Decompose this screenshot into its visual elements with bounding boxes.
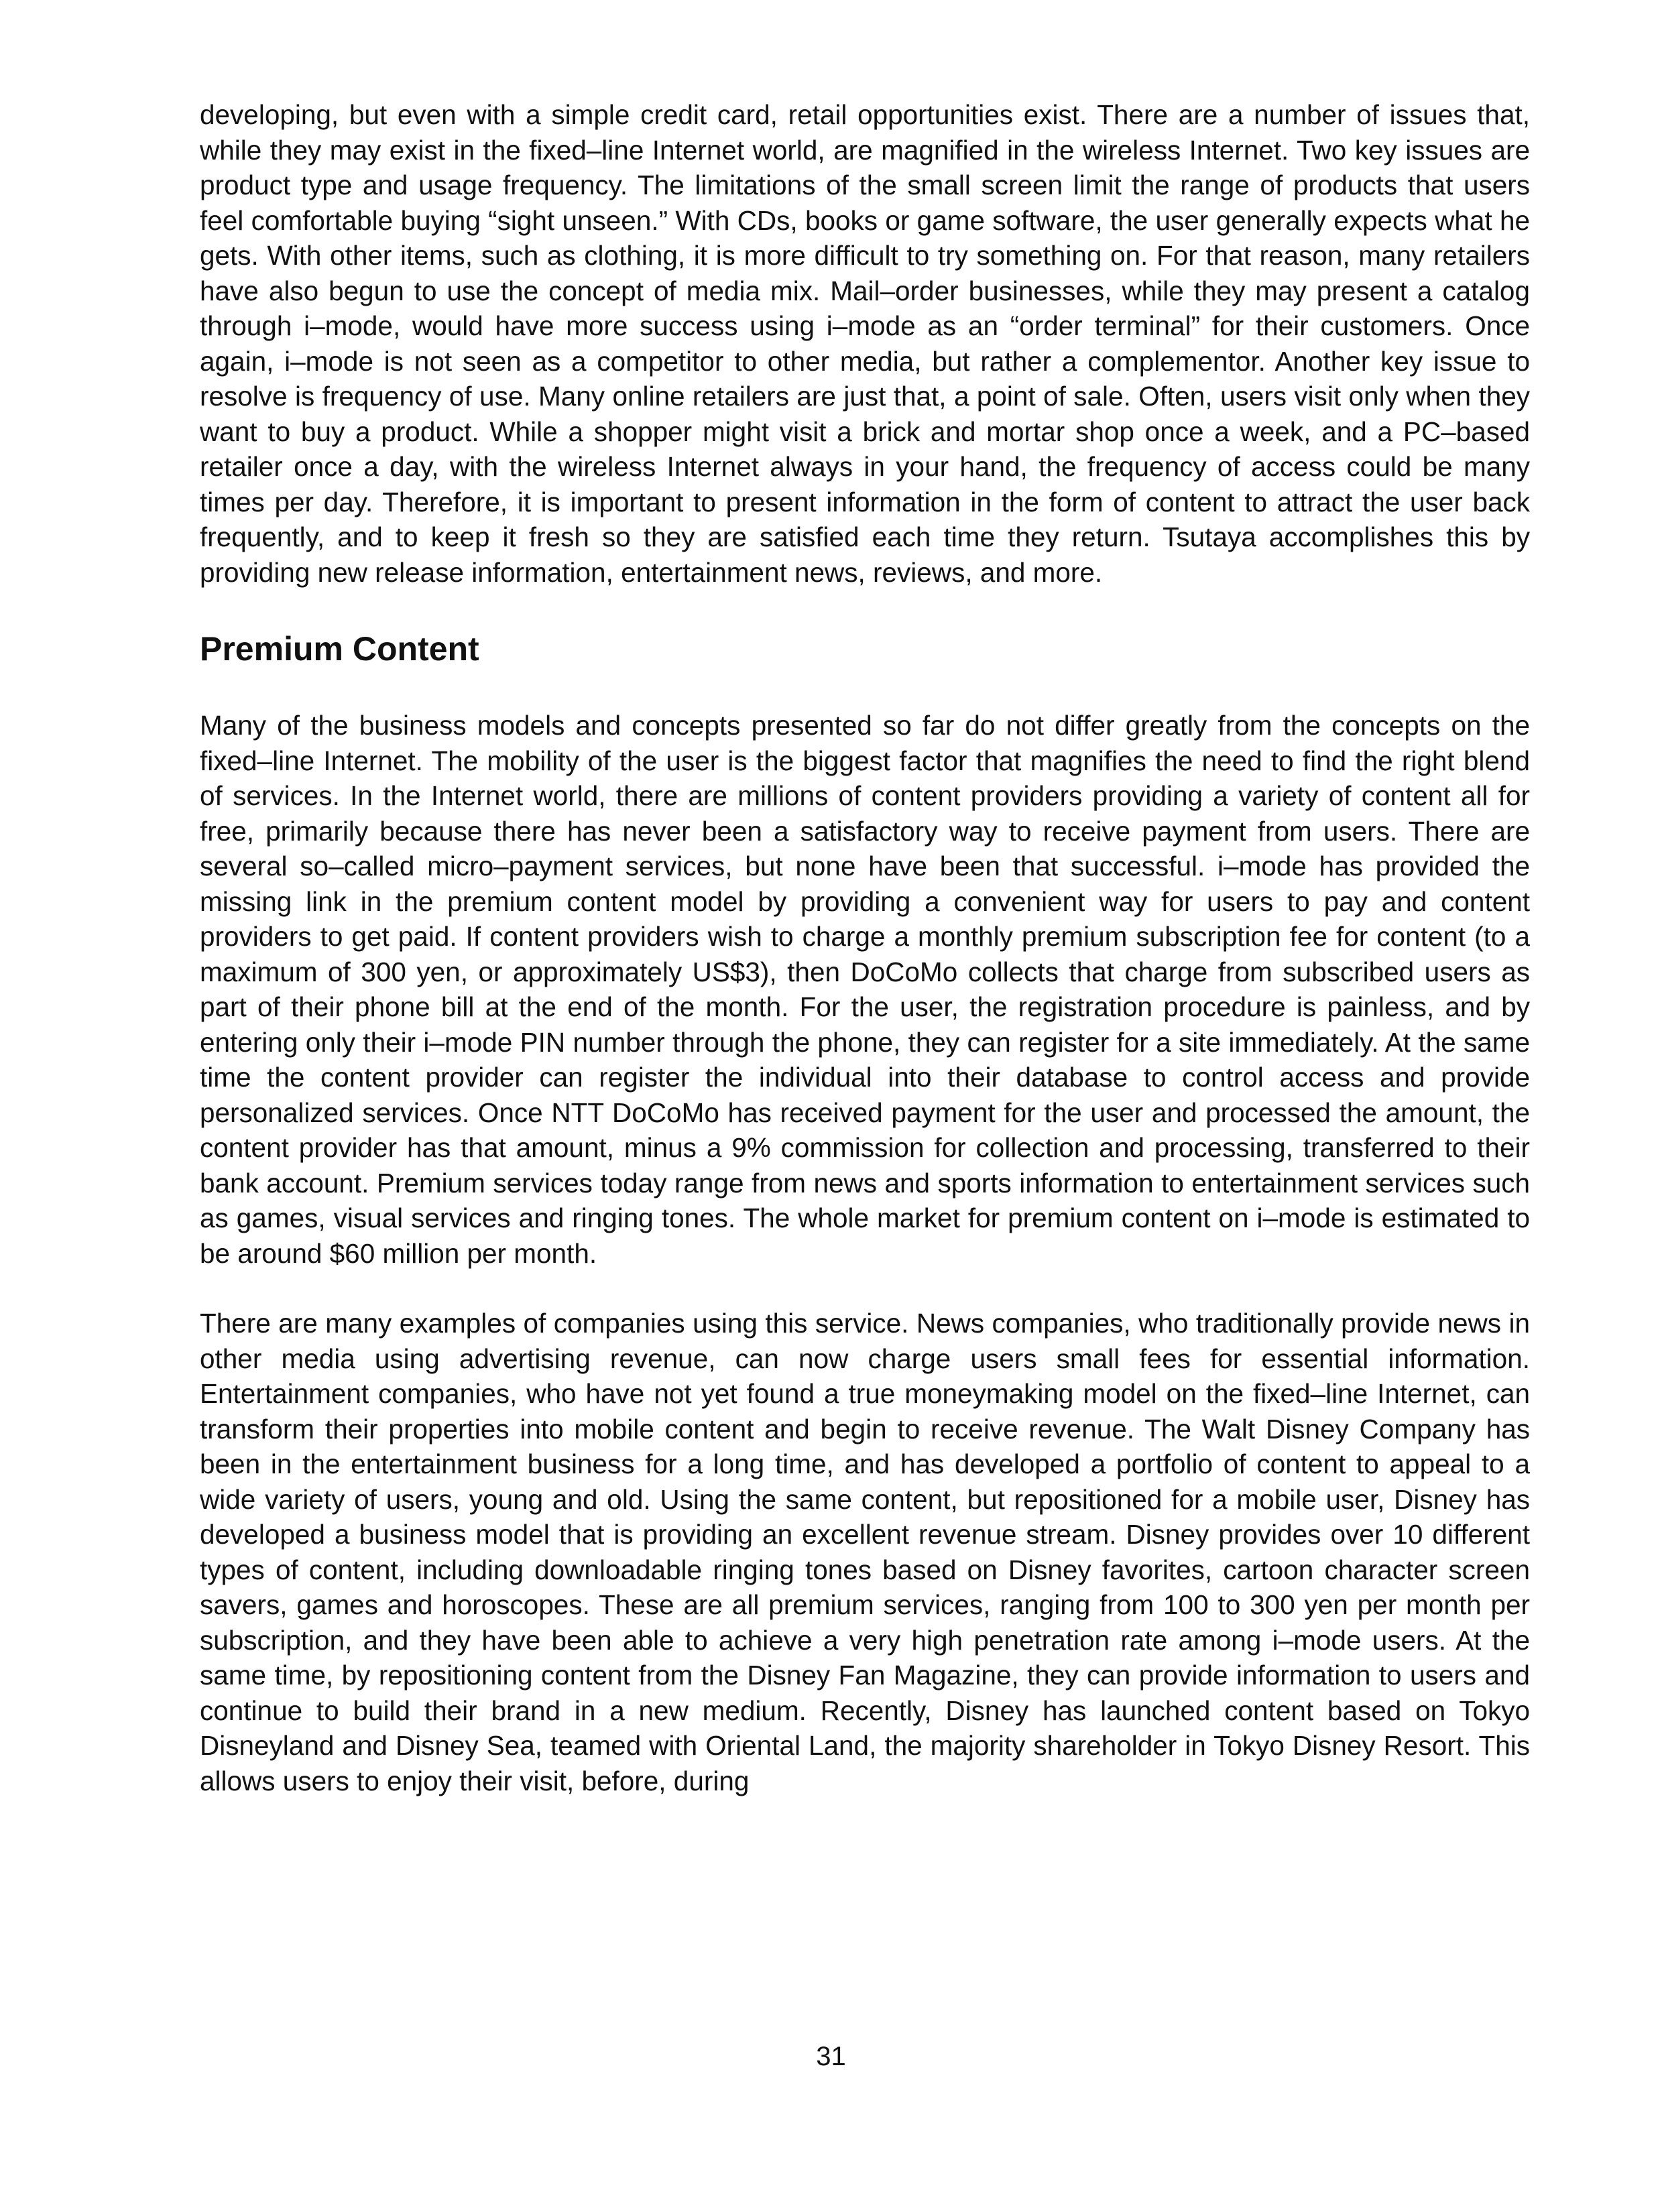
paragraph-company-examples: There are many examples of companies using this service. News companies, who traditionally provide news in other media using advertising revenue, can now charge users small fees for essential information. Entertainment companies, who have not yet found a true moneymaking model on the fixed–line Internet, can transform their properties into mobile content and begin to receive revenue. The Walt Disney Company has been in the entertainment business for a long time, and has developed a portfolio of content to appeal to a wide variety of users, young and old. Using the same content, but repositioned for a mobile user, Disney has developed a business model that is providing an excellent revenue stream. Disney provides over 10 different types of content, including downloadable ringing tones based on Disney favorites, cartoon character screen savers, games and horoscopes. These are all premium services, ranging from 100 to 300 yen per month per subscription, and they have been able to achieve a very high penetration rate among i–mode users. At the same time, by repositioning content from the Disney Fan Magazine, they can provide information to users and continue to build their brand in a new medium. Recently, Disney has launched content based on Tokyo Disneyland and Disney Sea, teamed with Oriental Land, the majority shareholder in Tokyo Disney Resort. This allows users to enjoy their visit, before, during [200, 1308, 1530, 1796]
page-number: 31 [816, 2042, 846, 2071]
paragraph-premium-content-model: Many of the business models and concepts presented so far do not differ greatly from the concepts on the fixed–line Internet. The mobility of the user is the biggest factor that magnifies the need to find the right blend of services. In the Internet world, there are millions of content providers providing a variety of content all for free, primarily because there has never been a satisfactory way to receive payment from users. There are several so–called micro–payment services, but none have been that successful. i–mode has provided the missing link in the premium content model by providing a convenient way for users to pay and content providers to get paid. If content providers wish to charge a monthly premium subscription fee for content (to a maximum of 300 yen, or approximately US$3), then DoCoMo collects that charge from subscribed users as part of their phone bill at the end of the month. For the user, the registration procedure is painless, and by entering only their i–mode PIN number through the phone, they can register for a site immediately. At the same time the content provider can register the individual into their database to control access and provide personalized services. Once NTT DoCoMo has received payment for the user and processed the amount, the content provider has that amount, minus a 9% commission for collection and processing, transferred to their bank account. Premium services today range from news and sports information to entertainment services such as games, visual services and ringing tones. The whole market for premium content on i–mode is estimated to be around $60 million per month. [200, 710, 1530, 1269]
document-page [200, 97, 1530, 2162]
paragraph-retail-opportunities: developing, but even with a simple credit card, retail opportunities exist. There are a number of issues that, while they may exist in the fixed–line Internet world, are magnified in the wireless Internet. Two key issues are product type and usage frequency. The limitations of the small screen limit the range of products that users feel comfortable buying “sight unseen.” With CDs, books or game software, the user generally expects what he gets. With other items, such as clothing, it is more difficult to try something on. For that reason, many retailers have also begun to use the concept of media mix. Mail–order businesses, while they may present a catalog through i–mode, would have more success using i–mode as an “order terminal” for their customers. Once again, i–mode is not seen as a competitor to other media, but rather a complementor. Another key issue to resolve is frequency of use. Many online retailers are just that, a point of sale. Often, users visit only when they want to buy a product. While a shopper might visit a brick and mortar shop once a week, and a PC–based retailer once a day, with the wireless Internet always in your hand, the frequency of access could be many times per day. Therefore, it is important to present information in the form of content to attract the user back frequently, and to keep it fresh so they are satisfied each time they return. Tsutaya accomplishes this by providing new release information, entertainment news, reviews, and more. [200, 99, 1530, 588]
paragraph-spacer [200, 1271, 1530, 1306]
section-heading-premium-content: Premium Content [200, 630, 479, 668]
